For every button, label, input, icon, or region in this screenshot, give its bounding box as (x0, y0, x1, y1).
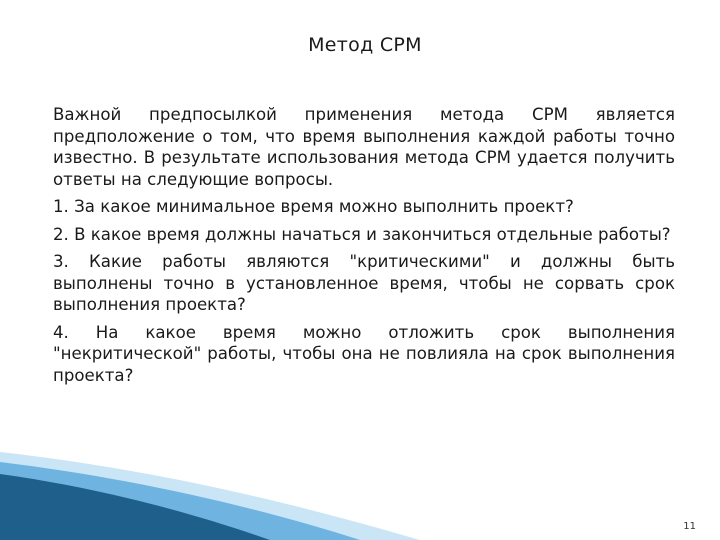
page-number: 11 (683, 521, 696, 532)
slide-title (0, 34, 720, 56)
slide-title-text: Метод CPM (308, 34, 422, 56)
question-1: 1. За какое минимальное время можно выполнить проект? (53, 197, 574, 216)
slide-body (53, 104, 675, 392)
question-3: 3. Какие работы являются "критическими" и должны быть выполнены точно в установленное время, чтобы не сорвать срок выполнения проекта? (53, 252, 675, 314)
intro-paragraph: Важной предпосылкой применения метода CPM является предположение о том, что время выполнения каждой работы точно известно. В результате использования метода CPM удается получить ответы на следующие вопросы. (53, 105, 675, 189)
question-4: 4. На какое время можно отложить срок выполнения "некритической" работы, чтобы она не повлияла на срок выполнения проекта? (53, 322, 675, 385)
question-2: 2. В какое время должны начаться и закончиться отдельные работы? (53, 224, 671, 244)
